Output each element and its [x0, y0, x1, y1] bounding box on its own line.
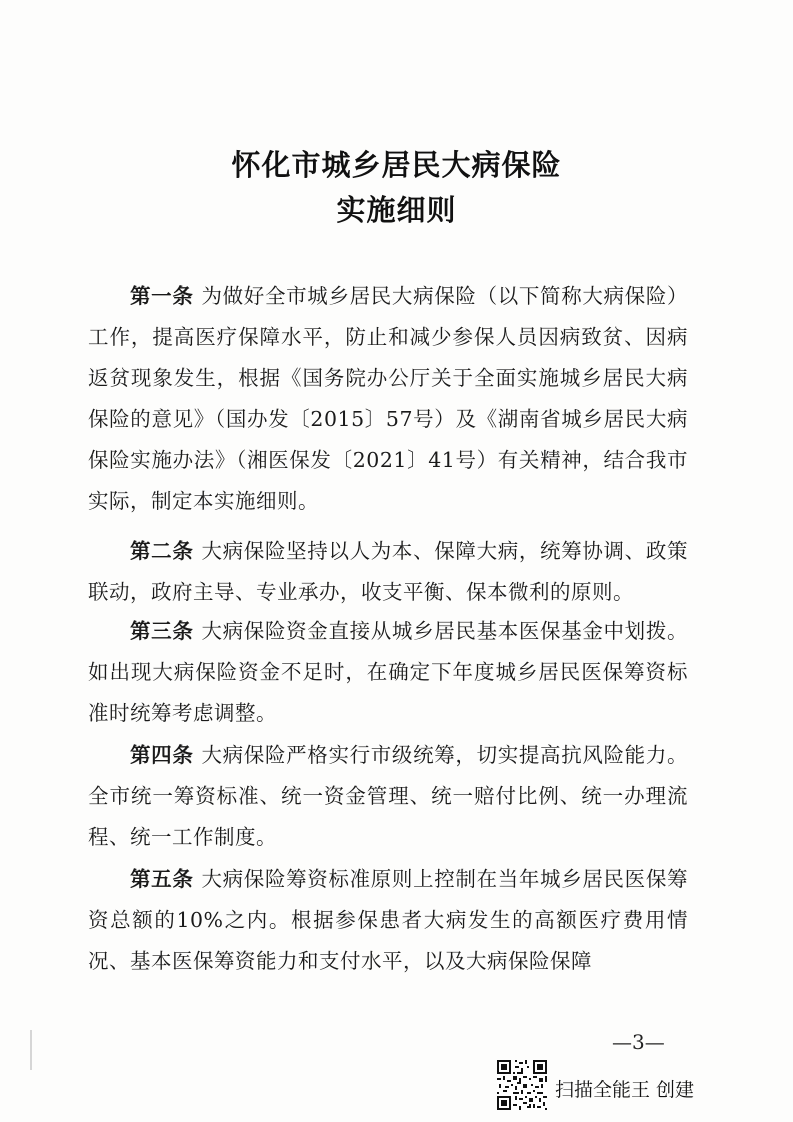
scan-edge-shadow — [30, 1030, 32, 1070]
article-label: 第一条 — [130, 284, 194, 308]
article-text: 大病保险严格实行市级统筹，切实提高抗风险能力。全市统一筹资标准、统一资金管理、统一赔付比例、统一办理流程、统一工作制度。 — [88, 743, 689, 849]
article-4 — [88, 735, 688, 858]
document-title-line-2: 实施细则 — [336, 193, 457, 227]
article-3 — [88, 611, 688, 734]
article-label: 第五条 — [130, 867, 194, 891]
scanner-watermark — [497, 1060, 747, 1112]
article-label: 第三条 — [130, 619, 194, 643]
document-title-line-1: 怀化市城乡居民大病保险 — [231, 148, 562, 182]
qr-code-icon — [497, 1060, 547, 1110]
article-text: 大病保险筹资标准原则上控制在当年城乡居民医保筹资总额的10%之内。根据参保患者大病发生的高额医疗费用情况、基本医保筹资能力和支付水平，以及大病保险保障 — [88, 867, 689, 973]
article-label: 第四条 — [130, 743, 194, 767]
article-1 — [88, 276, 688, 522]
article-text: 大病保险坚持以人为本、保障大病，统筹协调、政策联动，政府主导、专业承办，收支平衡、保本微利的原则。 — [88, 539, 689, 604]
article-label: 第二条 — [130, 539, 194, 563]
article-5 — [88, 859, 688, 982]
scanner-watermark-text: 扫描全能王 创建 — [555, 1079, 695, 1101]
page-number: —3— — [612, 1030, 665, 1054]
article-text: 为做好全市城乡居民大病保险（以下简称大病保险）工作，提高医疗保障水平，防止和减少参保人员因病致贫、因病返贫现象发生，根据《国务院办公厅关于全面实施城乡居民大病保险的意见》（国办发〔2015〕57号）及《湖南省城乡居民大病保险实施办法》（湘医保发〔2021〕41号）有关精神，结合我市实际，制定本实施细则。 — [88, 284, 689, 513]
article-2 — [88, 531, 688, 613]
article-text: 大病保险资金直接从城乡居民基本医保基金中划拨。如出现大病保险资金不足时，在确定下年度城乡居民医保筹资标准时统筹考虑调整。 — [88, 619, 689, 725]
